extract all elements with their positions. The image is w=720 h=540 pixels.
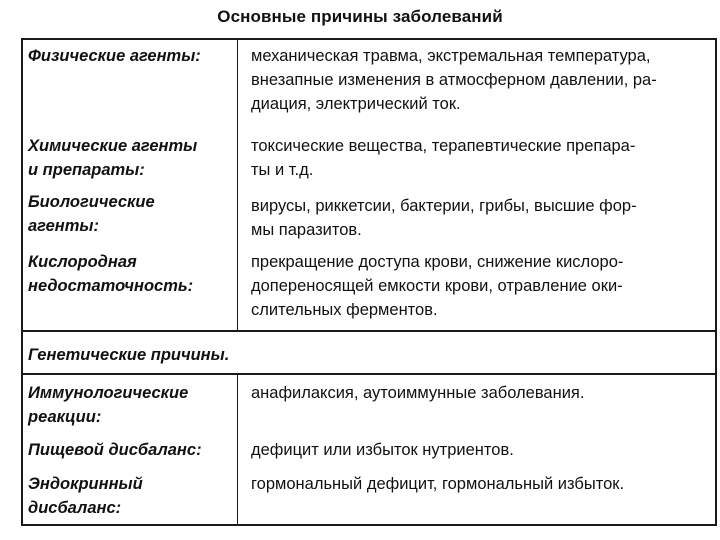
desc-immunological bbox=[251, 381, 713, 405]
genetic-causes-label: Генетические причины. bbox=[28, 346, 230, 364]
desc-line: прекращение доступа крови, снижение кислоро- bbox=[251, 253, 624, 271]
page-title: Основные причины заболеваний bbox=[217, 7, 503, 26]
term-oxygen-deficiency bbox=[28, 250, 238, 298]
term-line: агенты: bbox=[28, 217, 99, 235]
desc-biological-agents bbox=[251, 194, 713, 242]
desc-line: мы паразитов. bbox=[251, 221, 362, 239]
desc-line: ты и т.д. bbox=[251, 161, 314, 179]
desc-endocrine bbox=[251, 472, 713, 496]
term-nutritional bbox=[28, 438, 238, 462]
term-line: Эндокринный bbox=[28, 475, 143, 493]
desc-physical-agents bbox=[251, 44, 713, 116]
term-line: Кислородная bbox=[28, 253, 137, 271]
desc-oxygen-deficiency bbox=[251, 250, 713, 322]
term-chemical-agents bbox=[28, 134, 238, 182]
term-immunological bbox=[28, 381, 238, 429]
term-line: Биологические bbox=[28, 193, 155, 211]
term-line: и препараты: bbox=[28, 161, 145, 179]
desc-line: механическая травма, экстремальная температура, bbox=[251, 47, 651, 65]
term-physical-agents bbox=[28, 44, 238, 68]
term-line: Пищевой дисбаланс: bbox=[28, 441, 202, 459]
desc-line: анафилаксия, аутоиммунные заболевания. bbox=[251, 384, 585, 402]
desc-nutritional bbox=[251, 438, 713, 462]
row-divider bbox=[23, 373, 715, 375]
term-endocrine bbox=[28, 472, 238, 520]
term-line: Химические агенты bbox=[28, 137, 198, 155]
desc-line: вирусы, риккетсии, бактерии, грибы, высшие фор- bbox=[251, 197, 637, 215]
term-line: Физические агенты: bbox=[28, 47, 201, 65]
row-divider bbox=[23, 330, 715, 332]
desc-line: слительных ферментов. bbox=[251, 301, 438, 319]
term-line: недостаточность: bbox=[28, 277, 194, 295]
desc-chemical-agents bbox=[251, 134, 713, 182]
desc-line: диация, электрический ток. bbox=[251, 95, 461, 113]
term-line: реакции: bbox=[28, 408, 102, 426]
term-line: дисбаланс: bbox=[28, 499, 122, 517]
term-line: Иммунологические bbox=[28, 384, 189, 402]
desc-line: дефицит или избыток нутриентов. bbox=[251, 441, 514, 459]
term-biological-agents bbox=[28, 190, 238, 238]
desc-line: внезапные изменения в атмосферном давлении, ра- bbox=[251, 71, 657, 89]
desc-line: токсические вещества, терапевтические препара- bbox=[251, 137, 636, 155]
desc-line: гормональный дефицит, гормональный избыток. bbox=[251, 475, 625, 493]
causes-table bbox=[21, 38, 717, 526]
desc-line: допереносящей емкости крови, отравление оки- bbox=[251, 277, 623, 295]
